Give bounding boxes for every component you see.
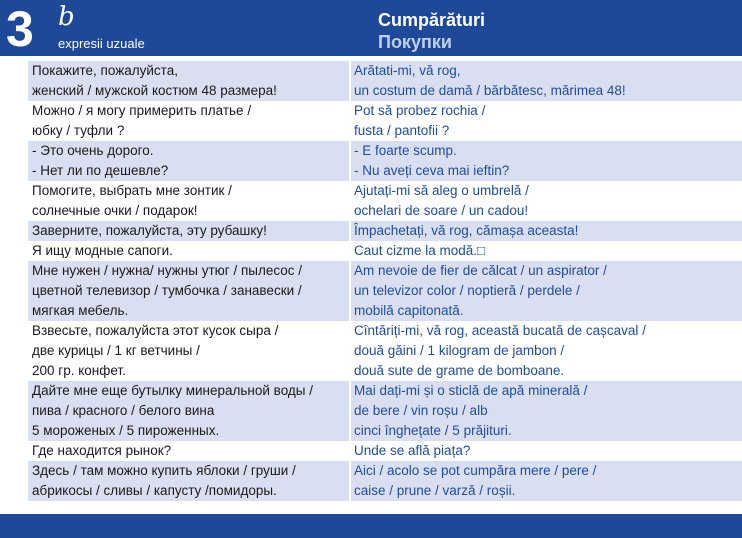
russian-phrase-line: женский / мужской костюм 48 размера! bbox=[32, 83, 277, 98]
column-divider bbox=[349, 101, 351, 141]
romanian-phrase-line: Unde se află piața? bbox=[354, 443, 471, 458]
russian-phrase bbox=[32, 261, 348, 321]
russian-phrase-line: Помогите, выбрать мне зонтик / bbox=[32, 183, 232, 198]
phrase-row bbox=[28, 261, 742, 321]
lesson-number: 3 bbox=[6, 1, 34, 57]
column-divider bbox=[349, 441, 351, 461]
phrase-row bbox=[28, 101, 742, 141]
russian-phrase bbox=[32, 321, 348, 381]
romanian-phrase-line: Împachetați, vă rog, cămașa aceasta! bbox=[354, 223, 579, 238]
russian-phrase-line: Можно / я могу примерить платье / bbox=[32, 103, 252, 118]
russian-phrase-line: цветной телевизор / тумбочка / занавески / bbox=[32, 283, 302, 298]
phrase-table bbox=[28, 61, 742, 501]
phrase-row bbox=[28, 221, 742, 241]
phrase-row bbox=[28, 181, 742, 221]
romanian-phrase-line: Am nevoie de fier de călcat / un aspirator / bbox=[354, 263, 607, 278]
column-divider bbox=[349, 461, 351, 501]
title-romanian: Cumpărături bbox=[378, 10, 486, 30]
romanian-phrase bbox=[354, 261, 738, 321]
phrase-row bbox=[28, 141, 742, 181]
column-divider bbox=[349, 141, 351, 181]
column-divider bbox=[349, 221, 351, 241]
romanian-phrase-line: Pot să probez rochia / bbox=[354, 103, 486, 118]
romanian-phrase bbox=[354, 381, 738, 441]
romanian-phrase-line: - E foarte scump. bbox=[354, 143, 457, 158]
russian-phrase-line: 200 гр. конфет. bbox=[32, 363, 126, 378]
romanian-phrase-line: caise / prune / varză / roșii. bbox=[354, 483, 516, 498]
romanian-phrase-line: Arătati-mi, vă rog, bbox=[354, 63, 461, 78]
phrase-row bbox=[28, 241, 742, 261]
romanian-phrase-line: Caut cizme la modă.□ bbox=[354, 243, 486, 258]
russian-phrase-line: Заверните, пожалуйста, эту рубашку! bbox=[32, 223, 267, 238]
section-subtitle: expresii uzuale bbox=[58, 36, 145, 51]
romanian-phrase bbox=[354, 221, 738, 241]
russian-phrase-line: пива / красного / белого вина bbox=[32, 403, 215, 418]
phrase-row bbox=[28, 441, 742, 461]
romanian-phrase-line: cinci înghețate / 5 prăjituri. bbox=[354, 423, 512, 438]
russian-phrase bbox=[32, 181, 348, 221]
phrase-row bbox=[28, 61, 742, 101]
romanian-phrase-line: fusta / pantofii ? bbox=[354, 123, 450, 138]
romanian-phrase-line: două găini / 1 kilogram de jambon / bbox=[354, 343, 565, 358]
russian-phrase-line: Дайте мне еще бутылку минеральной воды / bbox=[32, 383, 313, 398]
romanian-phrase bbox=[354, 101, 738, 141]
romanian-phrase-line: Mai dați-mi și o sticlă de apă minerală / bbox=[354, 383, 588, 398]
romanian-phrase-line: mobilă capitonată. bbox=[354, 303, 464, 318]
title-russian: Покупки bbox=[378, 32, 452, 52]
column-divider bbox=[349, 321, 351, 381]
romanian-phrase bbox=[354, 141, 738, 181]
header-bar bbox=[0, 0, 742, 56]
phrase-row bbox=[28, 381, 742, 441]
column-divider bbox=[349, 181, 351, 221]
romanian-phrase bbox=[354, 321, 738, 381]
romanian-phrase-line: Cîntăriți-mi, vă rog, această bucată de cașcaval / bbox=[354, 323, 646, 338]
romanian-phrase-line: Aici / acolo se pot cumpăra mere / pere / bbox=[354, 463, 597, 478]
phrase-row bbox=[28, 321, 742, 381]
russian-phrase-line: Где находится рынок? bbox=[32, 443, 172, 458]
romanian-phrase-line: două sute de grame de bomboane. bbox=[354, 363, 565, 378]
russian-phrase-line: абрикосы / сливы / капусту /помидоры. bbox=[32, 483, 277, 498]
russian-phrase bbox=[32, 61, 348, 101]
lesson-letter: b bbox=[58, 2, 75, 32]
russian-phrase-line: солнечные очки / подарок! bbox=[32, 203, 198, 218]
russian-phrase-line: юбку / туфли ? bbox=[32, 123, 125, 138]
column-divider bbox=[349, 261, 351, 321]
phrase-row bbox=[28, 461, 742, 501]
russian-phrase bbox=[32, 221, 348, 241]
romanian-phrase bbox=[354, 441, 738, 461]
russian-phrase-line: Взвесьте, пожалуйста этот кусок сыра / bbox=[32, 323, 279, 338]
russian-phrase-line: - Это очень дорого. bbox=[32, 143, 154, 158]
russian-phrase-line: Я ищу модные сапоги. bbox=[32, 243, 173, 258]
russian-phrase-line: 5 мороженых / 5 пироженных. bbox=[32, 423, 220, 438]
russian-phrase-line: Здесь / там можно купить яблоки / груши / bbox=[32, 463, 296, 478]
russian-phrase bbox=[32, 141, 348, 181]
russian-phrase bbox=[32, 441, 348, 461]
russian-phrase bbox=[32, 461, 348, 501]
romanian-phrase-line: Ajutați-mi să aleg o umbrelă / bbox=[354, 183, 529, 198]
russian-phrase-line: две курицы / 1 кг ветчины / bbox=[32, 343, 200, 358]
russian-phrase bbox=[32, 241, 348, 261]
column-divider bbox=[349, 61, 351, 101]
romanian-phrase-line: de bere / vin roșu / alb bbox=[354, 403, 488, 418]
russian-phrase-line: - Нет ли по дешевле? bbox=[32, 163, 169, 178]
column-divider bbox=[349, 381, 351, 441]
russian-phrase bbox=[32, 101, 348, 141]
romanian-phrase-line: un costum de damă / bărbătesc, mărimea 48! bbox=[354, 83, 626, 98]
russian-phrase bbox=[32, 381, 348, 441]
russian-phrase-line: мягкая мебель. bbox=[32, 303, 129, 318]
russian-phrase-line: Мне нужен / нужна/ нужны утюг / пылесос / bbox=[32, 263, 303, 278]
russian-phrase-line: Покажите, пожалуйста, bbox=[32, 63, 178, 78]
footer-bar bbox=[0, 514, 742, 538]
romanian-phrase-line: un televizor color / noptieră / perdele / bbox=[354, 283, 580, 298]
romanian-phrase-line: - Nu aveți ceva mai ieftin? bbox=[354, 163, 510, 178]
romanian-phrase bbox=[354, 61, 738, 101]
romanian-phrase bbox=[354, 181, 738, 221]
romanian-phrase-line: ochelari de soare / un cadou! bbox=[354, 203, 529, 218]
romanian-phrase bbox=[354, 461, 738, 501]
romanian-phrase bbox=[354, 241, 738, 261]
column-divider bbox=[349, 241, 351, 261]
